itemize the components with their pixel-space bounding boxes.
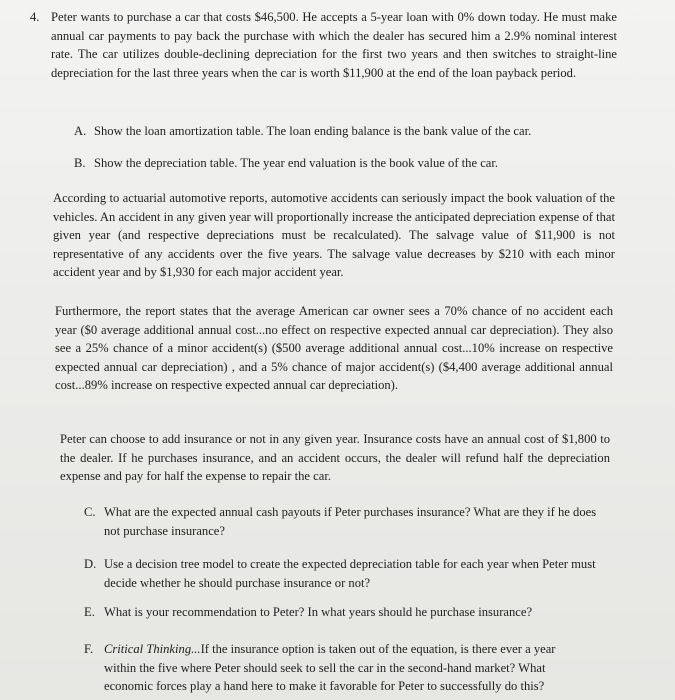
part-f <box>84 640 589 696</box>
part-c-letter: C. <box>84 505 96 519</box>
part-a-letter: A. <box>74 124 87 138</box>
part-b-text: Show the depreciation table. The year end valuation is the book value of the car. <box>94 156 499 170</box>
part-c-text: What are the expected annual cash payouts if Peter purchases insurance? What are they if he does not purchase insurance? <box>104 505 597 538</box>
part-a-text: Show the loan amortization table. The loan ending balance is the bank value of the car. <box>94 124 532 138</box>
part-a <box>74 122 614 141</box>
paragraph-actuarial: According to actuarial automotive reports, automotive accidents can seriously impact the book valuation of the vehicles. An accident in any given year will proportionally increase the anticipated depreciation expense of that given year (and respective depreciations must be recalculated). The salvage value of $11,900 is not representative of any accidents over the five years. The salvage value decreases by $210 with each minor accident year and by $1,930 for each major accident year. <box>53 191 615 280</box>
part-f-label: Critical Thinking... <box>104 642 201 656</box>
part-b <box>74 154 614 173</box>
part-d-letter: D. <box>84 557 97 571</box>
part-f-body <box>104 640 589 696</box>
part-d-text: Use a decision tree model to create the expected depreciation table for each year when Peter must decide whether he should purchase insurance or not? <box>104 557 596 590</box>
part-e-text: What is your recommendation to Peter? In what years should he purchase insurance? <box>104 605 533 619</box>
part-e <box>84 603 604 622</box>
part-f-text: If the insurance option is taken out of the equation, is there ever a year within the five where Peter should seek to sell the car in the second-hand market? What economic forces play a hand here to make it favorable for Peter to successfully do this? <box>104 642 556 694</box>
part-c <box>84 503 604 540</box>
part-e-letter: E. <box>84 605 95 619</box>
paragraph-furthermore: Furthermore, the report states that the average American car owner sees a 70% chance of no accident each year ($0 average additional annual cost...no effect on respective expected annual car depreciation). They also see a 25% chance of a minor accident(s) ($500 average additional annual cost...10% increase on respective expected annual car depreciation) , and a 5% chance of major accident(s) ($4,400 average additional annual cost...89% increase on respective expected annual car depreciation). <box>55 304 613 393</box>
part-d <box>84 555 604 592</box>
part-b-letter: B. <box>74 156 86 170</box>
paragraph-insurance: Peter can choose to add insurance or not in any given year. Insurance costs have an annual cost of $1,800 to the dealer. If he purchases insurance, and an accident occurs, the dealer will refund half the depreciation expense and pay for half the expense to repair the car. <box>60 432 610 484</box>
part-f-letter: F. <box>84 642 94 656</box>
question-intro: Peter wants to purchase a car that costs $46,500. He accepts a 5-year loan with 0% down today. He must make annual car payments to pay back the purchase with which the dealer has secured him a 2.9% nominal interest rate. The car utilizes double-declining depreciation for the first two years and then switches to straight-line depreciation for the last three years when the car is worth $11,900 at the end of the loan payback period. <box>51 10 617 80</box>
question-number: 4. <box>30 10 40 24</box>
